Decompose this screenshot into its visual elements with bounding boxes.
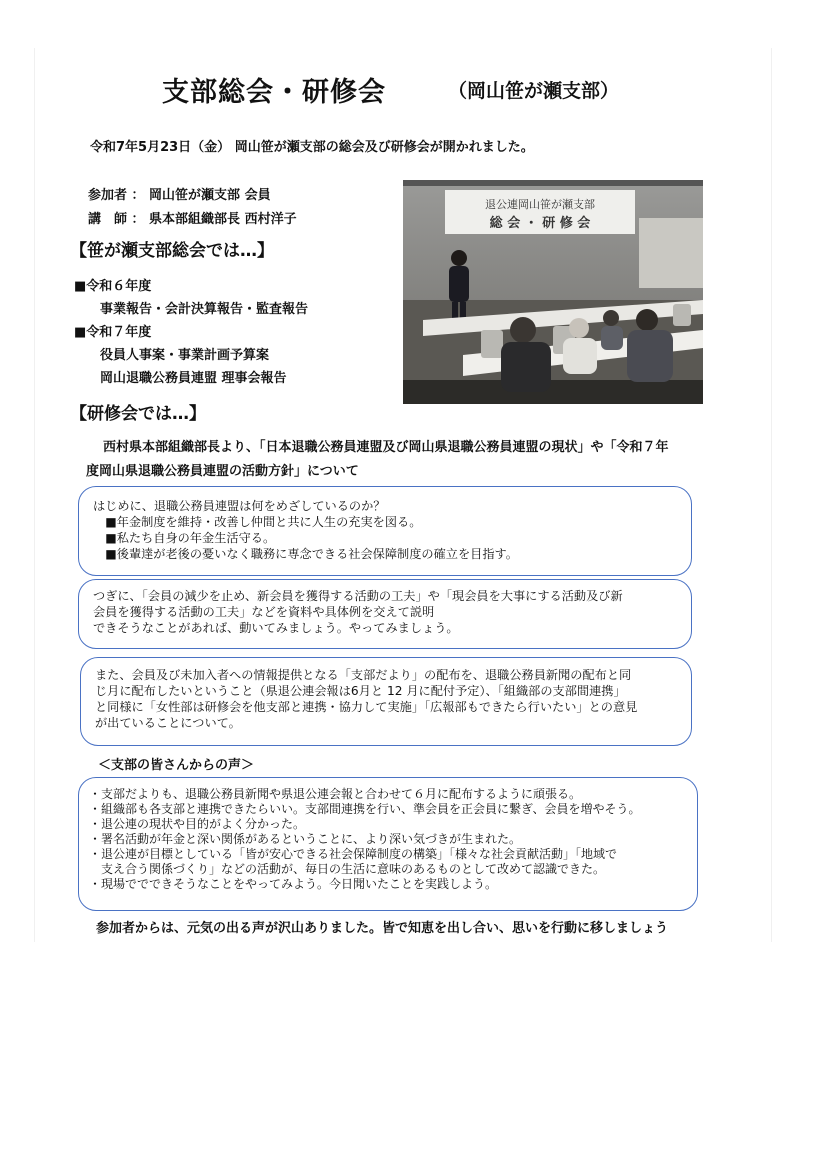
page-subtitle: （岡山笹が瀬支部） [448,80,620,102]
agenda-year-r6: ■令和６年度 [74,279,152,294]
goals-line: ■私たち自身の年金生活守る。 [93,531,276,545]
newsletter-box [80,657,692,746]
voice-item: ・退公連の現状や目的がよく分かった。 [89,817,306,831]
goals-box [78,486,692,576]
newsletter-line: また、会員及び未加入者への情報提供となる「支部だより」の配布を、退職公務員新聞の配布と同 [95,668,632,682]
newsletter-line: じ月に配布したいということ（県退公連会報は6月と 12 月に配付予定）、「組織部の支部間連携」 [95,684,626,698]
activities-box [78,579,692,649]
page-title: 支部総会・研修会 [162,77,386,108]
closing-text: 参加者からは、元気の出る声が沢山ありました。皆で知恵を出し合い、思いを行動に移しましょう [96,921,669,936]
voice-item: ・現場ででできそうなことをやってみよう。今日聞いたことを実践しよう。 [89,877,498,891]
agenda-year-r7: ■令和７年度 [74,325,152,340]
newsletter-line: と同様に「女性部は研修会を他支部と連携・協力して実施」「広報部もできたら行いたい」との意見 [95,700,638,714]
newsletter-line: が出ていることについて。 [95,716,241,730]
voices-heading: ＜支部の皆さんからの声＞ [98,758,255,773]
voice-item: ・署名活動が年金と深い関係があるということに、より深い気づきが生まれた。 [89,832,522,846]
intro-text: 令和7年5月23日（金） 岡山笹が瀬支部の総会及び研修会が開かれました。 [90,140,534,155]
training-heading: 【研修会では…】 [70,404,206,424]
banner-line1: 退公連岡山笹が瀬支部 [485,198,595,211]
voice-item: ・支部だよりも、退職公務員新聞や県退公連会報と合わせて６月に配布するように頑張る。 [89,787,582,801]
goals-line: ■後輩達が老後の憂いなく職務に専念できる社会保障制度の確立を目指す。 [93,547,518,561]
goals-line: はじめに、退職公務員連盟は何をめざしているのか？ [93,499,386,513]
agenda-item: 役員人事案・事業計画予算案 [100,348,270,363]
activities-line: 会員を獲得する活動の工夫」などを資料や具体例を交えて説明 [93,605,435,619]
activities-line: つぎに、「会員の減少を止め、新会員を獲得する活動の工夫」や「現会員を大事にする活動及び新 [93,589,623,603]
agenda-item: 事業報告・会計決算報告・監査報告 [100,302,309,317]
agenda-item: 岡山退職公務員連盟 理事会報告 [100,371,287,386]
activities-line: できそうなことがあれば、動いてみましょう。やってみましょう。 [93,621,459,635]
general-meeting-heading: 【笹が瀬支部総会では…】 [70,241,274,261]
banner-line2: 総 会 ・ 研 修 会 [489,216,591,231]
participants-line: 参加者 ： 岡山笹が瀬支部 会員 [88,188,271,203]
meeting-photo [403,180,703,404]
voice-item: ・組織部も各支部と連携できたらいい。支部間連携を行い、準会員を正会員に繋ぎ、会員を増やそう。 [89,802,641,816]
training-intro-line: 度岡山県退職公務員連盟の活動方針」について [86,464,359,479]
voice-item: ・退公連が目標としている「皆が安心できる社会保障制度の構築」「様々な社会貢献活動」「地域で [89,847,618,861]
voices-box [78,777,698,911]
training-intro-line: 西村県本部組織部長より、「日本退職公務員連盟及び岡山県退職公務員連盟の現状」や「令和７年 [103,440,669,455]
voice-item: 支え合う関係づくり」などの活動が、毎日の生活に意味のあるものとして改めて認識できた。 [89,862,606,876]
goals-line: ■年金制度を維持・改善し仲間と共に人生の充実を図る。 [93,515,422,529]
lecturer-line: 講 師 ： 県本部組織部長 西村洋子 [88,212,297,227]
